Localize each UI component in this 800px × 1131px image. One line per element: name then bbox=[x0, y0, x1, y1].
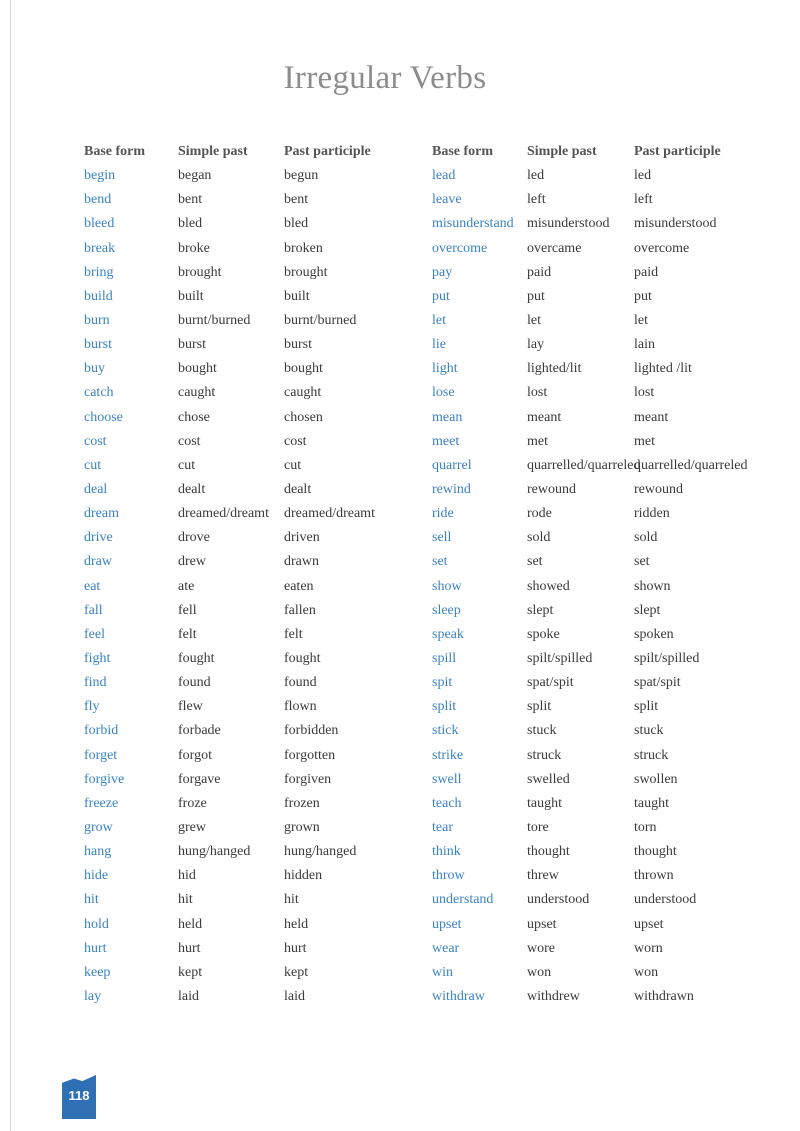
base-form-cell: hurt bbox=[84, 940, 107, 956]
past-participle-cell: frozen bbox=[284, 795, 320, 811]
past-participle-cell: lighted /lit bbox=[634, 361, 692, 377]
past-participle-cell: laid bbox=[284, 988, 305, 1004]
simple-past-cell: spilt/spilled bbox=[527, 650, 593, 666]
past-participle-cell: built bbox=[284, 288, 310, 304]
base-form-cell: put bbox=[432, 288, 450, 304]
base-form-cell: cut bbox=[84, 457, 102, 473]
simple-past-cell: understood bbox=[527, 892, 590, 908]
past-participle-cell: understood bbox=[634, 892, 697, 908]
simple-past-cell: taught bbox=[527, 795, 562, 811]
simple-past-cell: hid bbox=[178, 868, 196, 884]
past-participle-cell: quarrelled/quarreled bbox=[634, 457, 748, 473]
base-form-cell: misunderstand bbox=[432, 216, 514, 232]
base-form-cell: fly bbox=[84, 699, 100, 715]
simple-past-cell: paid bbox=[527, 264, 552, 280]
past-participle-cell: found bbox=[284, 675, 317, 691]
base-form-cell: lead bbox=[432, 168, 456, 184]
simple-past-cell: meant bbox=[527, 409, 562, 425]
simple-past-cell: forgot bbox=[178, 747, 212, 763]
past-participle-cell: left bbox=[634, 192, 653, 208]
past-participle-cell: set bbox=[634, 554, 650, 570]
past-participle-cell: torn bbox=[634, 819, 657, 835]
past-participle-cell: meant bbox=[634, 409, 669, 425]
simple-past-cell: showed bbox=[527, 578, 570, 594]
base-form-cell: wear bbox=[432, 940, 460, 956]
header-base-form: Base form bbox=[432, 144, 494, 159]
simple-past-cell: lighted/lit bbox=[527, 361, 582, 377]
past-participle-cell: sold bbox=[634, 530, 658, 546]
simple-past-cell: misunderstood bbox=[527, 216, 610, 232]
base-form-cell: bend bbox=[84, 192, 112, 208]
simple-past-cell: upset bbox=[527, 916, 557, 932]
base-form-cell: hang bbox=[84, 844, 112, 860]
simple-past-cell: brought bbox=[178, 264, 222, 280]
simple-past-cell: swelled bbox=[527, 771, 570, 787]
simple-past-cell: fought bbox=[178, 650, 215, 666]
simple-past-cell: left bbox=[527, 192, 546, 208]
simple-past-cell: sold bbox=[527, 530, 551, 546]
base-form-cell: bring bbox=[84, 264, 114, 280]
simple-past-cell: drove bbox=[178, 530, 210, 546]
base-form-cell: think bbox=[432, 844, 461, 860]
past-participle-cell: rewound bbox=[634, 481, 683, 497]
base-form-cell: fall bbox=[84, 602, 103, 618]
simple-past-cell: won bbox=[527, 964, 552, 980]
base-form-cell: sleep bbox=[432, 602, 461, 618]
base-form-cell: drive bbox=[84, 530, 113, 546]
header-past-participle: Past participle bbox=[634, 144, 721, 159]
base-form-cell: sell bbox=[432, 530, 452, 546]
simple-past-cell: felt bbox=[178, 626, 197, 642]
past-participle-cell: thought bbox=[634, 844, 677, 860]
base-form-cell: begin bbox=[84, 168, 116, 184]
base-form-cell: withdraw bbox=[432, 988, 485, 1004]
base-form-cell: let bbox=[432, 312, 446, 328]
header-simple-past: Simple past bbox=[178, 144, 248, 159]
past-participle-cell: led bbox=[634, 168, 652, 184]
past-participle-cell: overcome bbox=[634, 240, 690, 256]
base-form-cell: leave bbox=[432, 192, 462, 208]
simple-past-cell: wore bbox=[527, 940, 555, 956]
past-participle-cell: spoken bbox=[634, 626, 674, 642]
past-participle-cell: hung/hanged bbox=[284, 844, 357, 860]
simple-past-cell: lay bbox=[527, 337, 545, 353]
base-form-cell: quarrel bbox=[432, 457, 472, 473]
simple-past-cell: held bbox=[178, 916, 203, 932]
past-participle-cell: upset bbox=[634, 916, 664, 932]
base-form-cell: draw bbox=[84, 554, 112, 570]
base-form-cell: split bbox=[432, 699, 457, 715]
past-participle-cell: kept bbox=[284, 964, 309, 980]
simple-past-cell: led bbox=[527, 168, 545, 184]
simple-past-cell: set bbox=[527, 554, 543, 570]
base-form-cell: build bbox=[84, 288, 113, 304]
base-form-cell: lie bbox=[432, 337, 446, 353]
base-form-cell: overcome bbox=[432, 240, 488, 256]
base-form-cell: cost bbox=[84, 433, 107, 449]
simple-past-cell: tore bbox=[527, 819, 549, 835]
past-participle-cell: ridden bbox=[634, 506, 670, 522]
base-form-cell: hit bbox=[84, 892, 99, 908]
past-participle-cell: hit bbox=[284, 892, 299, 908]
simple-past-cell: thought bbox=[527, 844, 570, 860]
simple-past-cell: met bbox=[527, 433, 548, 449]
past-participle-cell: burst bbox=[284, 337, 312, 353]
base-form-cell: pay bbox=[432, 264, 453, 280]
past-participle-cell: forbidden bbox=[284, 723, 339, 739]
header-base-form: Base form bbox=[84, 144, 146, 159]
past-participle-cell: dealt bbox=[284, 481, 312, 497]
simple-past-cell: cost bbox=[178, 433, 201, 449]
simple-past-cell: forbade bbox=[178, 723, 221, 739]
base-form-cell: feel bbox=[84, 626, 105, 642]
simple-past-cell: hung/hanged bbox=[178, 844, 251, 860]
simple-past-cell: grew bbox=[178, 819, 206, 835]
base-form-cell: upset bbox=[432, 916, 462, 932]
simple-past-cell: hit bbox=[178, 892, 193, 908]
base-form-cell: ride bbox=[432, 506, 454, 522]
simple-past-cell: overcame bbox=[527, 240, 582, 256]
past-participle-cell: taught bbox=[634, 795, 669, 811]
base-form-cell: lay bbox=[84, 988, 102, 1004]
simple-past-cell: slept bbox=[527, 602, 554, 618]
past-participle-cell: paid bbox=[634, 264, 659, 280]
simple-past-cell: let bbox=[527, 312, 541, 328]
past-participle-cell: spilt/spilled bbox=[634, 650, 700, 666]
base-form-cell: bleed bbox=[84, 216, 115, 232]
simple-past-cell: threw bbox=[527, 868, 559, 884]
simple-past-cell: burnt/burned bbox=[178, 312, 251, 328]
simple-past-cell: put bbox=[527, 288, 545, 304]
simple-past-cell: bought bbox=[178, 361, 217, 377]
past-participle-cell: cost bbox=[284, 433, 307, 449]
base-form-cell: burst bbox=[84, 337, 112, 353]
base-form-cell: fight bbox=[84, 650, 111, 666]
past-participle-cell: bled bbox=[284, 216, 309, 232]
past-participle-cell: forgiven bbox=[284, 771, 332, 787]
base-form-cell: deal bbox=[84, 481, 108, 497]
base-form-cell: set bbox=[432, 554, 448, 570]
simple-past-cell: spat/spit bbox=[527, 675, 574, 691]
base-form-cell: hide bbox=[84, 868, 109, 884]
base-form-cell: light bbox=[432, 361, 458, 377]
simple-past-cell: rode bbox=[527, 506, 552, 522]
simple-past-cell: cut bbox=[178, 457, 196, 473]
base-form-cell: tear bbox=[432, 819, 453, 835]
simple-past-cell: began bbox=[178, 168, 212, 184]
past-participle-cell: eaten bbox=[284, 578, 314, 594]
simple-past-cell: laid bbox=[178, 988, 199, 1004]
past-participle-cell: worn bbox=[634, 940, 663, 956]
past-participle-cell: lain bbox=[634, 337, 655, 353]
base-form-cell: dream bbox=[84, 506, 119, 522]
base-form-cell: forbid bbox=[84, 723, 119, 739]
past-participle-cell: stuck bbox=[634, 723, 664, 739]
simple-past-cell: lost bbox=[527, 385, 548, 401]
past-participle-cell: dreamed/dreamt bbox=[284, 506, 375, 522]
past-participle-cell: hidden bbox=[284, 868, 323, 884]
past-participle-cell: broken bbox=[284, 240, 323, 256]
simple-past-cell: burst bbox=[178, 337, 206, 353]
past-participle-cell: felt bbox=[284, 626, 303, 642]
simple-past-cell: chose bbox=[178, 409, 210, 425]
past-participle-cell: struck bbox=[634, 747, 669, 763]
base-form-cell: grow bbox=[84, 819, 113, 835]
base-form-cell: teach bbox=[432, 795, 462, 811]
past-participle-cell: begun bbox=[284, 168, 319, 184]
base-form-cell: burn bbox=[84, 312, 110, 328]
base-form-cell: win bbox=[432, 964, 453, 980]
past-participle-cell: met bbox=[634, 433, 655, 449]
simple-past-cell: found bbox=[178, 675, 211, 691]
past-participle-cell: put bbox=[634, 288, 652, 304]
simple-past-cell: split bbox=[527, 699, 552, 715]
simple-past-cell: froze bbox=[178, 795, 207, 811]
base-form-cell: keep bbox=[84, 964, 111, 980]
base-form-cell: spit bbox=[432, 675, 453, 691]
past-participle-cell: fought bbox=[284, 650, 321, 666]
past-participle-cell: slept bbox=[634, 602, 661, 618]
past-participle-cell: brought bbox=[284, 264, 328, 280]
base-form-cell: catch bbox=[84, 385, 114, 401]
simple-past-cell: struck bbox=[527, 747, 562, 763]
past-participle-cell: swollen bbox=[634, 771, 678, 787]
simple-past-cell: dealt bbox=[178, 481, 206, 497]
header-past-participle: Past participle bbox=[284, 144, 371, 159]
simple-past-cell: built bbox=[178, 288, 204, 304]
base-form-cell: find bbox=[84, 675, 107, 691]
past-participle-cell: driven bbox=[284, 530, 320, 546]
past-participle-cell: thrown bbox=[634, 868, 674, 884]
past-participle-cell: cut bbox=[284, 457, 302, 473]
base-form-cell: speak bbox=[432, 626, 464, 642]
simple-past-cell: rewound bbox=[527, 481, 576, 497]
base-form-cell: spill bbox=[432, 650, 457, 666]
base-form-cell: understand bbox=[432, 892, 494, 908]
past-participle-cell: hurt bbox=[284, 940, 307, 956]
base-form-cell: choose bbox=[84, 409, 123, 425]
past-participle-cell: lost bbox=[634, 385, 655, 401]
past-participle-cell: spat/spit bbox=[634, 675, 681, 691]
base-form-cell: forget bbox=[84, 747, 118, 763]
past-participle-cell: fallen bbox=[284, 602, 316, 618]
header-simple-past: Simple past bbox=[527, 144, 597, 159]
past-participle-cell: burnt/burned bbox=[284, 312, 357, 328]
past-participle-cell: chosen bbox=[284, 409, 323, 425]
base-form-cell: swell bbox=[432, 771, 462, 787]
base-form-cell: buy bbox=[84, 361, 105, 377]
page-title: Irregular Verbs bbox=[283, 60, 487, 96]
simple-past-cell: withdrew bbox=[527, 988, 580, 1004]
simple-past-cell: ate bbox=[178, 578, 195, 594]
base-form-cell: lose bbox=[432, 385, 455, 401]
past-participle-cell: shown bbox=[634, 578, 671, 594]
past-participle-cell: caught bbox=[284, 385, 322, 401]
simple-past-cell: forgave bbox=[178, 771, 221, 787]
simple-past-cell: bent bbox=[178, 192, 203, 208]
simple-past-cell: fell bbox=[178, 602, 197, 618]
simple-past-cell: bled bbox=[178, 216, 203, 232]
base-form-cell: hold bbox=[84, 916, 109, 932]
past-participle-cell: held bbox=[284, 916, 309, 932]
simple-past-cell: quarrelled/quarreled bbox=[527, 457, 641, 473]
simple-past-cell: broke bbox=[178, 240, 210, 256]
past-participle-cell: won bbox=[634, 964, 659, 980]
base-form-cell: meet bbox=[432, 433, 460, 449]
simple-past-cell: caught bbox=[178, 385, 216, 401]
simple-past-cell: dreamed/dreamt bbox=[178, 506, 269, 522]
simple-past-cell: drew bbox=[178, 554, 206, 570]
past-participle-cell: withdrawn bbox=[634, 988, 694, 1004]
base-form-cell: show bbox=[432, 578, 462, 594]
simple-past-cell: spoke bbox=[527, 626, 560, 642]
simple-past-cell: kept bbox=[178, 964, 203, 980]
base-form-cell: eat bbox=[84, 578, 101, 594]
base-form-cell: strike bbox=[432, 747, 464, 763]
simple-past-cell: stuck bbox=[527, 723, 557, 739]
base-form-cell: freeze bbox=[84, 795, 119, 811]
past-participle-cell: let bbox=[634, 312, 648, 328]
past-participle-cell: grown bbox=[284, 819, 320, 835]
past-participle-cell: misunderstood bbox=[634, 216, 717, 232]
page-edge-line bbox=[10, 0, 11, 1131]
past-participle-cell: bent bbox=[284, 192, 309, 208]
past-participle-cell: bought bbox=[284, 361, 323, 377]
base-form-cell: forgive bbox=[84, 771, 125, 787]
base-form-cell: stick bbox=[432, 723, 459, 739]
simple-past-cell: hurt bbox=[178, 940, 201, 956]
base-form-cell: rewind bbox=[432, 481, 471, 497]
page-number: 118 bbox=[68, 1088, 90, 1103]
base-form-cell: throw bbox=[432, 868, 465, 884]
past-participle-cell: split bbox=[634, 699, 659, 715]
base-form-cell: break bbox=[84, 240, 116, 256]
past-participle-cell: flown bbox=[284, 699, 317, 715]
simple-past-cell: flew bbox=[178, 699, 203, 715]
past-participle-cell: forgotten bbox=[284, 747, 336, 763]
base-form-cell: mean bbox=[432, 409, 463, 425]
past-participle-cell: drawn bbox=[284, 554, 319, 570]
